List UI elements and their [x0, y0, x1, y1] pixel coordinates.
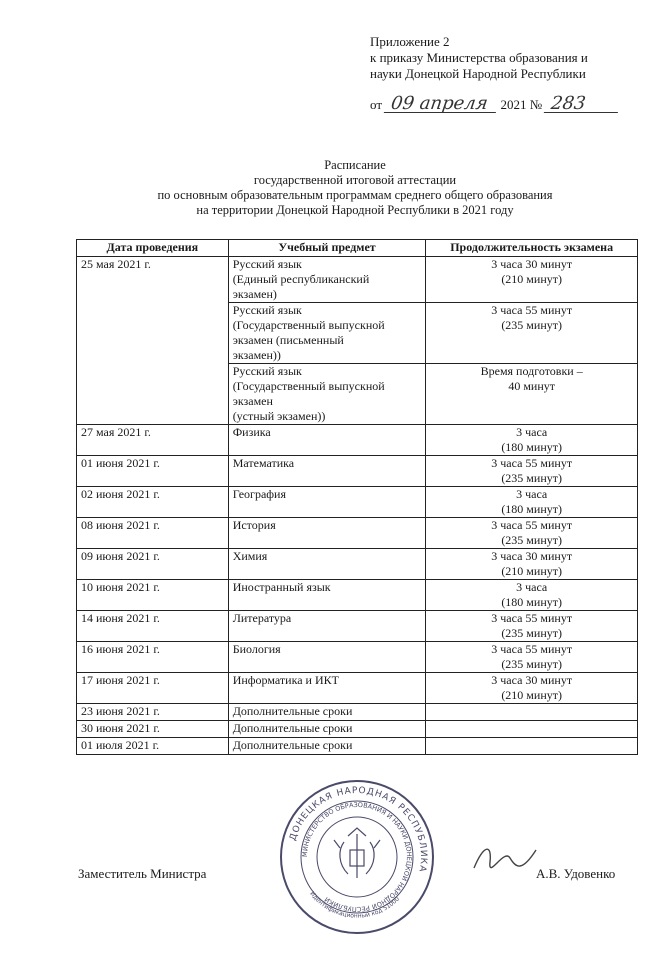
- appendix-line: науки Донецкой Народной Республики: [370, 66, 586, 81]
- duration-cell: [426, 549, 638, 580]
- duration-cell: [426, 611, 638, 642]
- subject-cell: Математика: [228, 456, 426, 487]
- official-stamp-icon: [278, 778, 436, 936]
- table-row: [77, 704, 638, 721]
- subject-cell: [228, 257, 426, 303]
- duration-line: (180 минут): [501, 502, 562, 516]
- appendix-line: к приказу Министерства образования и: [370, 50, 588, 65]
- date-cell: 27 мая 2021 г.: [77, 425, 229, 456]
- signatory-name: А.В. Удовенко: [536, 866, 616, 881]
- table-row: [77, 580, 638, 611]
- table-row: [77, 425, 638, 456]
- table-row: [77, 518, 638, 549]
- date-cell: 16 июня 2021 г.: [77, 642, 229, 673]
- duration-line: (235 минут): [501, 533, 562, 547]
- date-cell: 23 июня 2021 г.: [77, 704, 229, 721]
- duration-cell: [426, 518, 638, 549]
- subject-cell: [228, 303, 426, 364]
- duration-cell: [426, 425, 638, 456]
- date-cell: 30 июня 2021 г.: [77, 721, 229, 738]
- date-cell: 01 июля 2021 г.: [77, 738, 229, 755]
- order-reference: [370, 93, 619, 114]
- duration-line: 3 часа 55 минут: [491, 518, 573, 532]
- duration-line: (235 минут): [501, 471, 562, 485]
- subject-cell: Дополнительные сроки: [228, 738, 426, 755]
- table-row: [77, 721, 638, 738]
- duration-cell: [426, 364, 638, 425]
- schedule-table: [76, 239, 638, 755]
- duration-line: Время подготовки –: [480, 364, 583, 378]
- title-line: Расписание: [324, 158, 386, 172]
- date-cell: 01 июня 2021 г.: [77, 456, 229, 487]
- duration-line: 3 часа 55 минут: [491, 642, 573, 656]
- duration-cell: [426, 257, 638, 303]
- document-title: [120, 158, 590, 218]
- duration-line: 3 часа: [516, 487, 548, 501]
- subject-cell: Иностранный язык: [228, 580, 426, 611]
- subject-line: (Единый республиканский: [232, 272, 370, 286]
- date-cell: 09 июня 2021 г.: [77, 549, 229, 580]
- subject-line: (устный экзамен)): [232, 409, 326, 423]
- duration-line: 3 часа: [516, 425, 548, 439]
- subject-line: Русский язык: [232, 303, 302, 317]
- duration-line: 3 часа 55 минут: [491, 303, 573, 317]
- duration-line: (180 минут): [501, 595, 562, 609]
- table-row: [77, 673, 638, 704]
- column-header-subject: Учебный предмет: [228, 240, 426, 257]
- subject-line: экзамен: [232, 394, 273, 408]
- duration-cell: [426, 580, 638, 611]
- stamp-inner-text: МИНИСТЕРСТВО ОБРАЗОВАНИЯ И НАУКИ ДОНЕЦКОЙ НАРОДНОЙ РЕСПУБЛИКИ: [300, 800, 414, 914]
- duration-cell: [426, 673, 638, 704]
- duration-line: (235 минут): [501, 657, 562, 671]
- appendix-line: Приложение 2: [370, 34, 450, 49]
- duration-line: 3 часа: [516, 580, 548, 594]
- duration-cell: [426, 738, 638, 755]
- duration-line: (235 минут): [501, 626, 562, 640]
- date-cell: 02 июня 2021 г.: [77, 487, 229, 518]
- duration-line: 3 часа 30 минут: [491, 673, 573, 687]
- subject-line: (Государственный выпускной: [232, 379, 385, 393]
- subject-line: экзамен (письменный: [232, 333, 344, 347]
- table-header-row: [77, 240, 638, 257]
- subject-cell: Химия: [228, 549, 426, 580]
- title-line: государственной итоговой аттестации: [253, 173, 457, 187]
- date-cell: 08 июня 2021 г.: [77, 518, 229, 549]
- subject-line: (Государственный выпускной: [232, 318, 385, 332]
- table-row: [77, 549, 638, 580]
- subject-line: экзамен): [232, 287, 277, 301]
- duration-line: 40 минут: [508, 379, 555, 393]
- emblem-icon: [334, 828, 380, 878]
- subject-cell: География: [228, 487, 426, 518]
- date-cell: 14 июня 2021 г.: [77, 611, 229, 642]
- duration-line: (210 минут): [501, 564, 562, 578]
- subject-line: экзамен)): [232, 348, 281, 362]
- signature-icon: [470, 838, 540, 878]
- subject-line: Русский язык: [232, 364, 302, 378]
- duration-cell: [426, 704, 638, 721]
- duration-cell: [426, 456, 638, 487]
- order-number-handwritten: 283: [544, 96, 620, 113]
- order-prefix: от: [370, 97, 383, 112]
- signatory-position: Заместитель Министра: [78, 866, 207, 881]
- subject-cell: Дополнительные сроки: [228, 721, 426, 738]
- duration-line: (180 минут): [501, 440, 562, 454]
- duration-line: (210 минут): [501, 272, 562, 286]
- title-line: на территории Донецкой Народной Республики в 2021 году: [196, 203, 514, 217]
- duration-cell: [426, 487, 638, 518]
- order-year: 2021 №: [500, 97, 543, 112]
- subject-cell: Литература: [228, 611, 426, 642]
- order-date-handwritten: 09 апреля: [384, 96, 498, 113]
- duration-line: 3 часа 30 минут: [491, 549, 573, 563]
- date-cell: 25 мая 2021 г.: [77, 257, 229, 425]
- subject-cell: История: [228, 518, 426, 549]
- subject-cell: Информатика и ИКТ: [228, 673, 426, 704]
- table-row: [77, 257, 638, 303]
- date-cell: 17 июня 2021 г.: [77, 673, 229, 704]
- duration-line: 3 часа 55 минут: [491, 456, 573, 470]
- table-row: [77, 738, 638, 755]
- duration-line: (210 минут): [501, 688, 562, 702]
- subject-line: Русский язык: [232, 257, 302, 271]
- stamp-outer-text: ДОНЕЦКАЯ НАРОДНАЯ РЕСПУБЛИКА: [288, 785, 429, 874]
- table-row: [77, 456, 638, 487]
- duration-line: 3 часа 55 минут: [491, 611, 573, 625]
- subject-cell: Дополнительные сроки: [228, 704, 426, 721]
- table-row: [77, 487, 638, 518]
- table-row: [77, 642, 638, 673]
- subject-cell: [228, 364, 426, 425]
- table-row: [77, 611, 638, 642]
- subject-cell: Биология: [228, 642, 426, 673]
- duration-line: 3 часа 30 минут: [491, 257, 573, 271]
- title-line: по основным образовательным программам среднего общего образования: [157, 188, 553, 202]
- duration-cell: [426, 721, 638, 738]
- duration-cell: [426, 303, 638, 364]
- stamp-bottom-text: Идентификационный код 51000: [308, 890, 402, 920]
- column-header-date: Дата проведения: [77, 240, 229, 257]
- duration-cell: [426, 642, 638, 673]
- subject-cell: Физика: [228, 425, 426, 456]
- column-header-duration: Продолжительность экзамена: [426, 240, 638, 257]
- date-cell: 10 июня 2021 г.: [77, 580, 229, 611]
- duration-line: (235 минут): [501, 318, 562, 332]
- appendix-block: [370, 34, 588, 82]
